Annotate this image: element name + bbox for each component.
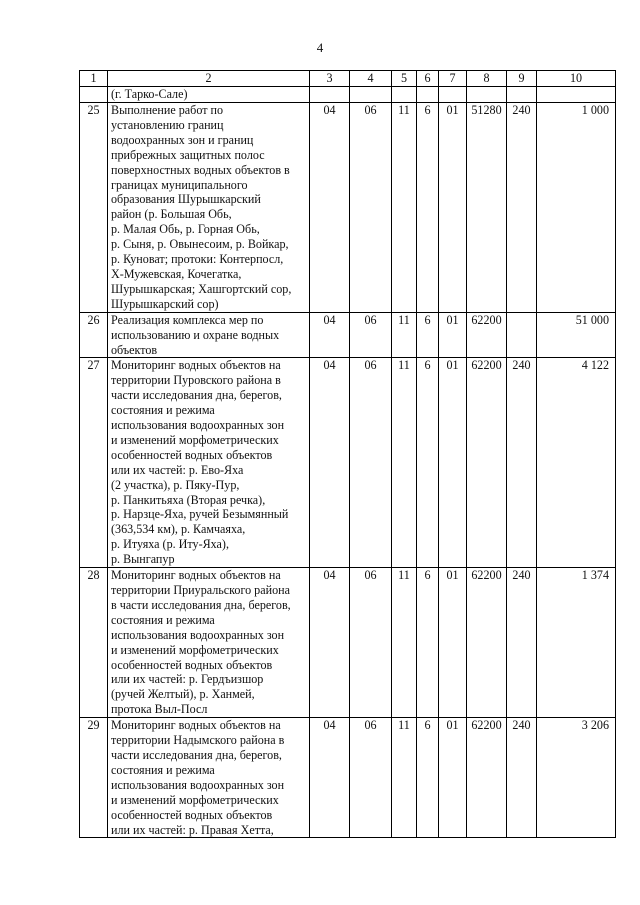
code-cell: 06 [350, 312, 392, 358]
code-cell: 62200 [467, 312, 507, 358]
code-cell: 62200 [467, 568, 507, 718]
code-cell: 11 [392, 103, 417, 313]
row-description: Реализация комплекса мер по использованию и охране водных объектов [108, 312, 310, 358]
code-cell: 01 [439, 568, 467, 718]
row-number: 29 [80, 718, 108, 838]
code-cell: 62200 [467, 358, 507, 568]
continuation-text: (г. Тарко-Сале) [108, 87, 310, 103]
table-row [80, 103, 616, 313]
code-cell: 06 [350, 568, 392, 718]
code-cell: 240 [507, 718, 537, 838]
code-cell: 240 [507, 103, 537, 313]
header-cell: 4 [350, 71, 392, 87]
code-cell: 06 [350, 358, 392, 568]
amount-cell: 1 000 [537, 103, 616, 313]
amount-cell: 51 000 [537, 312, 616, 358]
header-cell: 10 [537, 71, 616, 87]
table-header-row [80, 71, 616, 87]
table-row [80, 718, 616, 838]
empty-cell [80, 87, 108, 103]
code-cell: 6 [417, 718, 439, 838]
header-cell: 6 [417, 71, 439, 87]
empty-cell [537, 87, 616, 103]
header-cell: 9 [507, 71, 537, 87]
code-cell: 01 [439, 103, 467, 313]
row-description: Мониторинг водных объектов на территории Надымского района в части исследования дна, берегов, состояния и режима использования водоохранных зон и изменений морфометрических особенностей водных объектов или их частей: р. Правая Хетта, [108, 718, 310, 838]
amount-cell: 4 122 [537, 358, 616, 568]
code-cell: 01 [439, 312, 467, 358]
page-number: 4 [316, 40, 324, 55]
header-cell: 1 [80, 71, 108, 87]
code-cell: 06 [350, 103, 392, 313]
code-cell: 240 [507, 358, 537, 568]
header-cell: 5 [392, 71, 417, 87]
empty-cell [392, 87, 417, 103]
continuation-row [80, 87, 616, 103]
budget-table [79, 70, 616, 838]
header-cell: 8 [467, 71, 507, 87]
code-cell: 6 [417, 568, 439, 718]
empty-cell [467, 87, 507, 103]
code-cell: 11 [392, 358, 417, 568]
header-cell: 2 [108, 71, 310, 87]
code-cell: 240 [507, 568, 537, 718]
code-cell: 6 [417, 312, 439, 358]
code-cell: 01 [439, 358, 467, 568]
code-cell [507, 312, 537, 358]
code-cell: 04 [310, 103, 350, 313]
empty-cell [350, 87, 392, 103]
empty-cell [507, 87, 537, 103]
row-description: Мониторинг водных объектов на территории Пуровского района в части исследования дна, берегов, состояния и режима использования водоохранных зон и изменений морфометрических особенностей водных объектов или их частей: р. Ево-Яха (2 участка), р. Пяку-Пур, р. Панкитьяха (Вторая речка), р. Нарзце-Яха, ручей Безымянный (363,534 км), р. Камчаяха, р. Итуяха (р. Иту-Яха), р. Вынгапур [108, 358, 310, 568]
empty-cell [439, 87, 467, 103]
code-cell: 06 [350, 718, 392, 838]
table-row [80, 568, 616, 718]
row-number: 28 [80, 568, 108, 718]
code-cell: 6 [417, 358, 439, 568]
code-cell: 01 [439, 718, 467, 838]
code-cell: 04 [310, 312, 350, 358]
row-number: 26 [80, 312, 108, 358]
table-row [80, 358, 616, 568]
table-row [80, 312, 616, 358]
code-cell: 62200 [467, 718, 507, 838]
empty-cell [310, 87, 350, 103]
row-description: Выполнение работ по установлению границ водоохранных зон и границ прибрежных защитных полос поверхностных водных объектов в границах муниципального образования Шурышкарский район (р. Большая Обь, р. Малая Обь, р. Горная Обь, р. Сыня, р. Овынесоим, р. Войкар, р. Куноват; протоки: Контерпосл, Х-Мужевская, Кочегатка, Шурышкарская; Хашгортский сор, Шурышкарский сор) [108, 103, 310, 313]
empty-cell [417, 87, 439, 103]
header-cell: 7 [439, 71, 467, 87]
code-cell: 11 [392, 312, 417, 358]
row-number: 25 [80, 103, 108, 313]
header-cell: 3 [310, 71, 350, 87]
row-description: Мониторинг водных объектов на территории Приуральского района в части исследования дна, берегов, состояния и режима использования водоохранных зон и изменений морфометрических особенностей водных объектов или их частей: р. Гердъизшор (ручей Желтый), р. Ханмей, протока Выл-Посл [108, 568, 310, 718]
code-cell: 04 [310, 358, 350, 568]
code-cell: 04 [310, 718, 350, 838]
code-cell: 6 [417, 103, 439, 313]
code-cell: 04 [310, 568, 350, 718]
code-cell: 51280 [467, 103, 507, 313]
amount-cell: 1 374 [537, 568, 616, 718]
row-number: 27 [80, 358, 108, 568]
code-cell: 11 [392, 718, 417, 838]
code-cell: 11 [392, 568, 417, 718]
amount-cell: 3 206 [537, 718, 616, 838]
